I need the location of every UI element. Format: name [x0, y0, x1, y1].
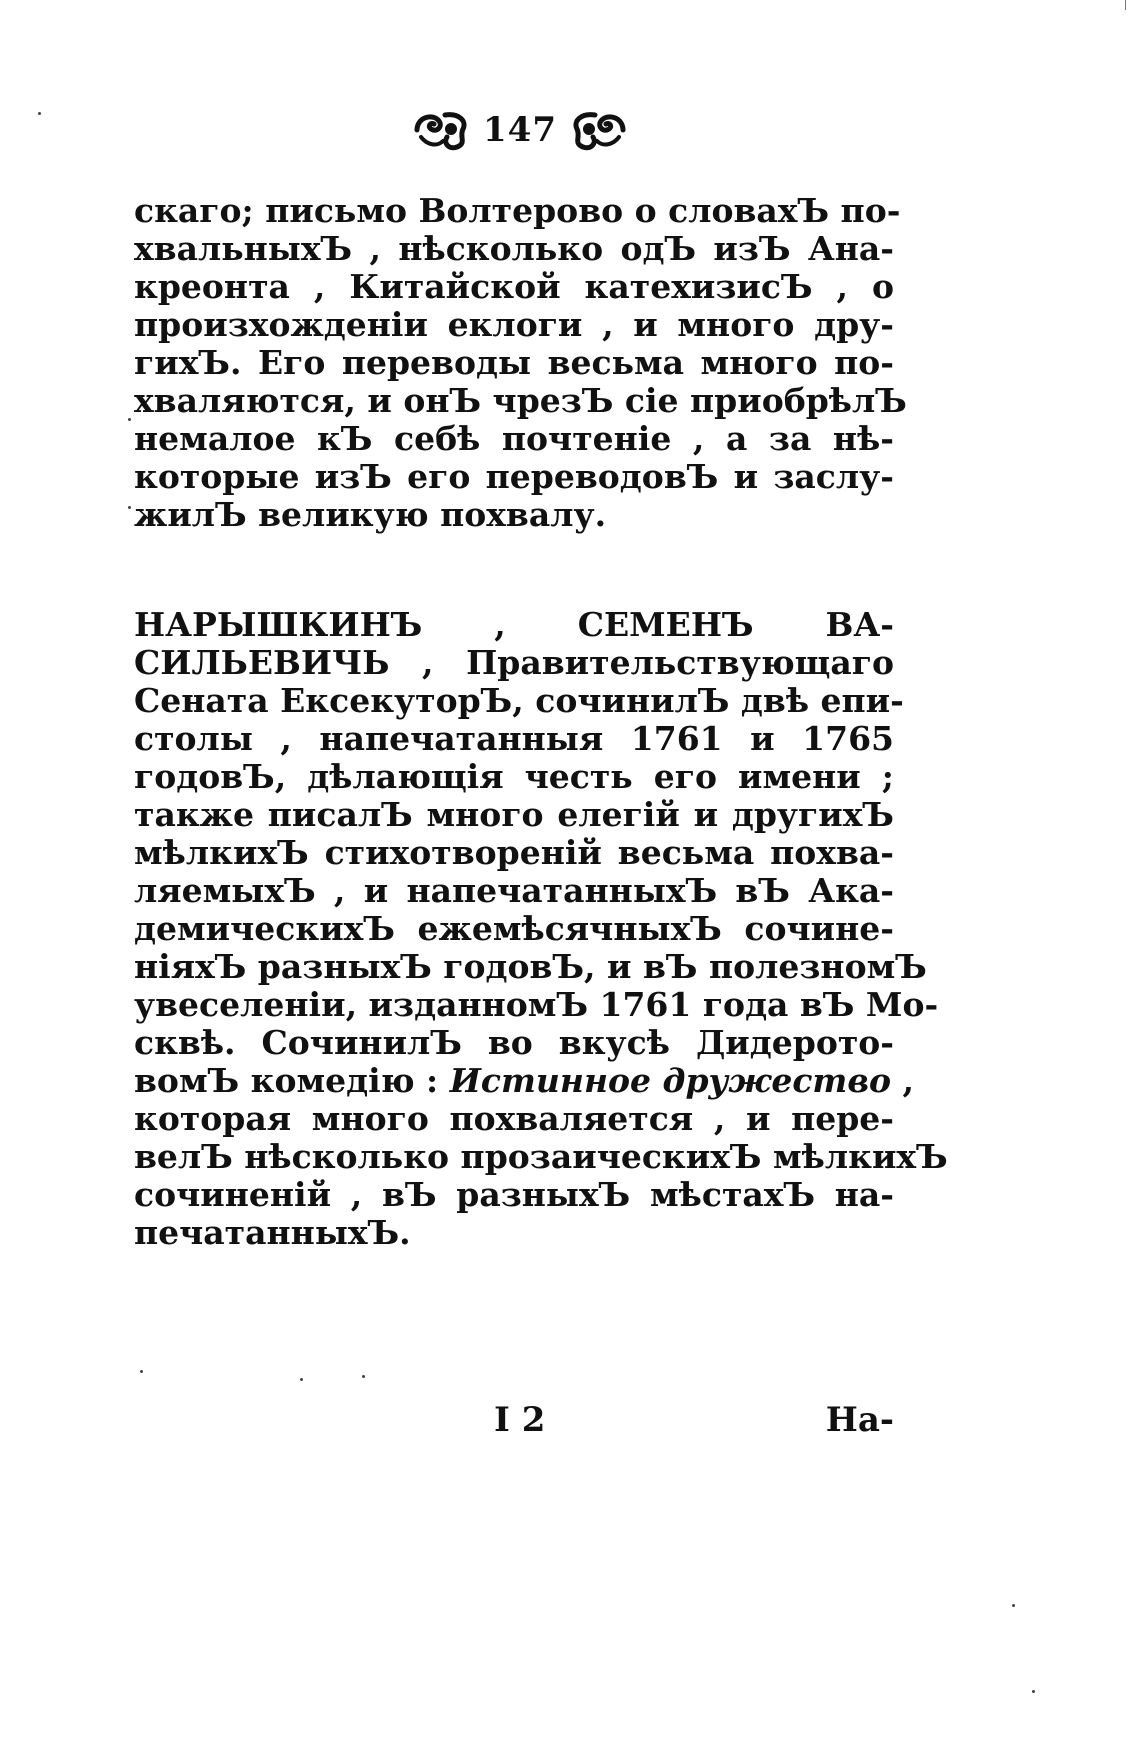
text-line: скаго; письмо Волтерово о словахЪ по-: [134, 191, 901, 230]
text-line: годовЪ, дѣлающія честь его имени ;: [134, 757, 894, 796]
entry-heading-line: НАРЫШКИНЪ , СЕМЕНЪ ВА-: [134, 605, 894, 644]
text-line: жилЪ великую похвалу.: [134, 495, 607, 534]
text-line: велЪ нѣсколько прозаическихЪ мѣлкихЪ: [134, 1137, 948, 1176]
page-footer: [134, 1400, 894, 1450]
text-line: печатанныхЪ.: [134, 1213, 411, 1252]
paper-speck: [1012, 1604, 1015, 1607]
text-line: произхожденіи еклоги , и много дру-: [134, 305, 894, 344]
paper-speck: [1032, 1690, 1035, 1693]
text-line: также писалЪ много елегій и другихЪ: [134, 795, 894, 834]
text-line: немалое кЪ себѣ почтеніе , а за нѣ-: [134, 419, 894, 458]
line-start: вомЪ комедію :: [134, 1061, 450, 1100]
text-line: которые изЪ его переводовЪ и заслу-: [134, 457, 894, 496]
text-line: сочиненій , вЪ разныхЪ мѣстахЪ на-: [134, 1175, 894, 1214]
paper-speck: [300, 1378, 303, 1381]
text-line: демическихЪ ежемѣсячныхЪ сочине-: [134, 909, 894, 948]
text-line: столы , напечатанныя 1761 и 1765: [134, 719, 894, 758]
text-line: хвальныхЪ , нѣсколько одЪ изЪ Ана-: [134, 229, 894, 268]
text-line-with-title: [134, 1061, 915, 1100]
text-line: ніяхЪ разныхЪ годовЪ, и вЪ полезномЪ: [134, 947, 927, 986]
text-line: мѣлкихЪ стихотвореній весьма похва-: [134, 833, 894, 872]
paper-speck: [362, 1375, 365, 1378]
right-ornament-icon: [567, 107, 629, 153]
line-end: ,: [891, 1061, 915, 1100]
paper-speck: [128, 506, 131, 509]
paper-speck: [140, 1370, 143, 1373]
scan-edge-mark: [1125, 0, 1126, 10]
text-line: которая много похваляется , и пере-: [134, 1099, 894, 1138]
text-line: гихЪ. Его переводы весьма много по-: [134, 343, 894, 382]
text-line: ляемыхЪ , и напечатанныхЪ вЪ Ака-: [134, 871, 894, 910]
text-line: сквѣ. СочинилЪ во вкусѣ Дидерото-: [134, 1023, 894, 1062]
comedy-title: Истинное дружество: [449, 1061, 892, 1100]
catchword: На-: [825, 1400, 894, 1440]
paragraph-voltaire-translations: [134, 191, 907, 534]
paragraph-naryshkin-entry: [134, 605, 948, 1252]
paper-speck: [128, 418, 131, 421]
paper-speck: [38, 112, 41, 115]
signature-mark: I 2: [494, 1400, 546, 1440]
entry-heading-line: СИЛЬЕВИЧЬ , Правительствующаго: [134, 643, 894, 682]
text-line: Сената ЕксекуторЪ, сочинилЪ двѣ епи-: [134, 681, 904, 720]
text-line: хваляются, и онЪ чрезЪ сіе приобрѣлЪ: [134, 381, 907, 420]
text-line: увеселеніи, изданномЪ 1761 года вЪ Мо-: [134, 985, 939, 1024]
left-ornament-icon: [411, 107, 473, 153]
page-number: 147: [483, 110, 557, 150]
text-line: креонта , Китайской катехизисЪ , о: [134, 267, 894, 306]
page-header: [400, 100, 640, 160]
